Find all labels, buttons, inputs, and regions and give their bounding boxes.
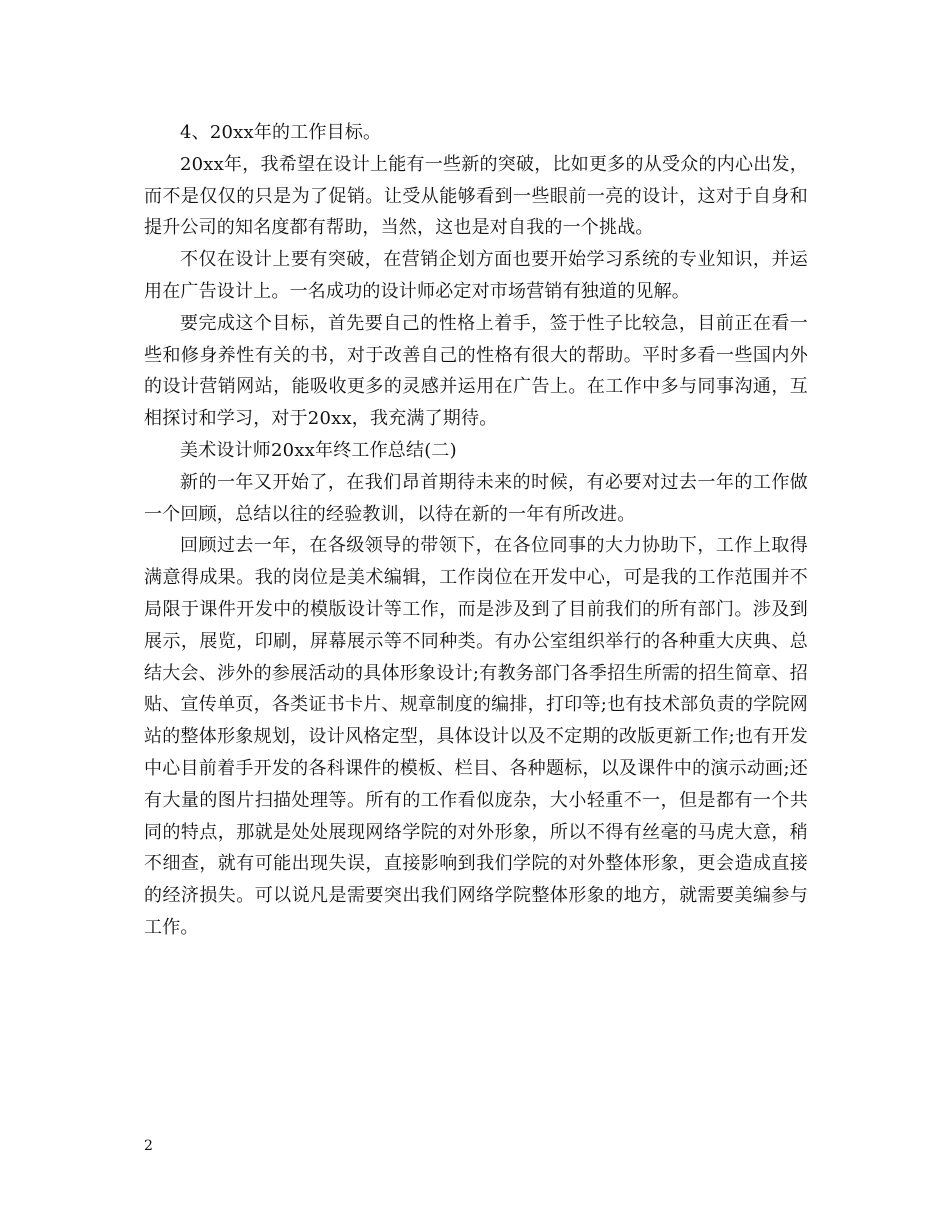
paragraph-new-year-review: 新的一年又开始了，在我们昂首期待未来的时候，有必要对过去一年的工作做一个回顾，总结以往的经验教训，以待在新的一年有所改进。	[144, 471, 808, 525]
page-number: 2	[144, 1138, 153, 1154]
section-title: 美术设计师20xx年终工作总结(二)	[180, 439, 457, 461]
paragraph-marketing-learning: 不仅在设计上要有突破，在营销企划方面也要开始学习系统的专业知识，并运用在广告设计上。一名成功的设计师必定对市场营销有独道的见解。	[144, 249, 808, 302]
paragraph-goal-heading: 4、20xx年的工作目标。	[180, 122, 382, 143]
paragraph-self-improvement: 要完成这个目标，首先要自己的性格上着手，签于性子比较急，目前正在看一些和修身养性有关的书，对于改善自己的性格有很大的帮助。平时多看一些国内外的设计营销网站，能吸收更多的灵感并运用在广告上。在工作中多与同事沟通，互相探讨和学习，对于20xx，我充满了期待。	[144, 312, 808, 430]
document-body	[144, 117, 808, 944]
paragraph-design-breakthrough: 20xx年，我希望在设计上能有一些新的突破，比如更多的从受众的内心出发，而不是仅仅的只是为了促销。让受从能够看到一些眼前一亮的设计，这对于自身和提升公司的知名度都有帮助，当然，这也是对自我的一个挑战。	[144, 153, 808, 239]
paragraph-work-review: 回顾过去一年，在各级领导的带领下，在各位同事的大力协助下，工作上取得满意得成果。我的岗位是美术编辑，工作岗位在开发中心，可是我的工作范围并不局限于课件开发中的模版设计等工作，而是涉及到了目前我们的所有部门。涉及到展示，展览，印刷，屏幕展示等不同种类。有办公室组织举行的各种重大庆典、总结大会、涉外的参展活动的具体形象设计;有教务部门各季招生所需的招生简章、招贴、宣传单页，各类证书卡片、规章制度的编排，打印等;也有技术部负责的学院网站的整体形象规划，设计风格定型，具体设计以及不定期的改版更新工作;也有开发中心目前着手开发的各科课件的模板、栏目、各种题标，以及课件中的演示动画;还有大量的图片扫描处理等。所有的工作看似庞杂，大小轻重不一，但是都有一个共同的特点，那就是处处展现网络学院的对外形象，所以不得有丝毫的马虎大意，稍不细查，就有可能出现失误，直接影响到我们学院的对外整体形象，更会造成直接的经济损失。可以说凡是需要突出我们网络学院整体形象的地方，就需要美编参与工作。	[144, 535, 808, 938]
